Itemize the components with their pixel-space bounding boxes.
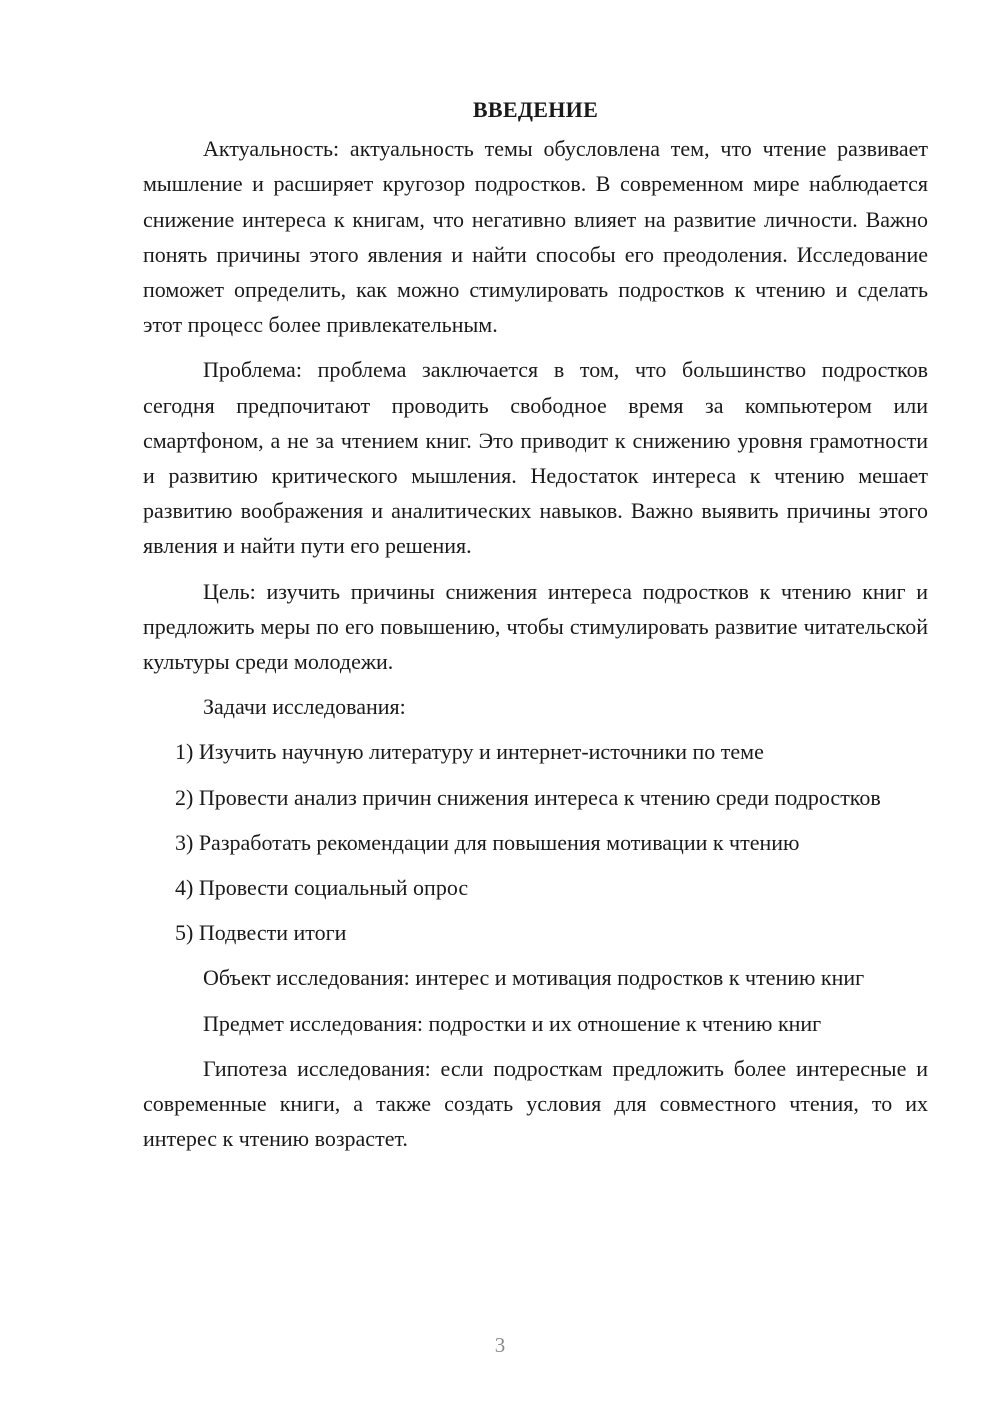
page-number: 3	[494, 1333, 506, 1357]
task-item-3: 3) Разработать рекомендации для повышения мотивации к чтению	[175, 829, 800, 855]
subject-paragraph: Предмет исследования: подростки и их отношение к чтению книг	[203, 1010, 822, 1036]
task-item-4: 4) Провести социальный опрос	[175, 875, 469, 901]
document-page	[143, 92, 928, 1166]
tasks-heading: Задачи исследования:	[203, 694, 406, 720]
task-item-2: 2) Провести анализ причин снижения интереса к чтению среди подростков	[175, 784, 881, 810]
relevance-paragraph: Актуальность: актуальность темы обусловлена тем, что чтение развивает мышление и расширяет кругозор подростков. В современном мире наблюдается снижение интереса к книгам, что негативно влияет на развитие личности. Важно понять причины этого явления и найти способы его преодоления. Исследование поможет определить, как можно стимулировать подростков к чтению и сделать этот процесс более привлекательным.	[143, 136, 928, 338]
problem-paragraph: Проблема: проблема заключается в том, что большинство подростков сегодня предпочитают проводить свободное время за компьютером или смартфоном, а не за чтением книг. Это приводит к снижению уровня грамотности и развитию критического мышления. Недостаток интереса к чтению мешает развитию воображения и аналитических навыков. Важно выявить причины этого явления и найти пути его решения.	[143, 357, 928, 559]
task-item-5: 5) Подвести итоги	[175, 920, 347, 946]
document-title: ВВЕДЕНИЕ	[472, 97, 599, 122]
task-item-1: 1) Изучить научную литературу и интернет-источники по теме	[175, 739, 764, 765]
object-paragraph: Объект исследования: интерес и мотивация подростков к чтению книг	[203, 965, 865, 991]
hypothesis-paragraph: Гипотеза исследования: если подросткам предложить более интересные и современные книги, а также создать условия для совместного чтения, то их интерес к чтению возрастет.	[143, 1055, 928, 1152]
goal-paragraph: Цель: изучить причины снижения интереса подростков к чтению книг и предложить меры по его повышению, чтобы стимулировать развитие читательской культуры среди молодежи.	[143, 578, 928, 675]
